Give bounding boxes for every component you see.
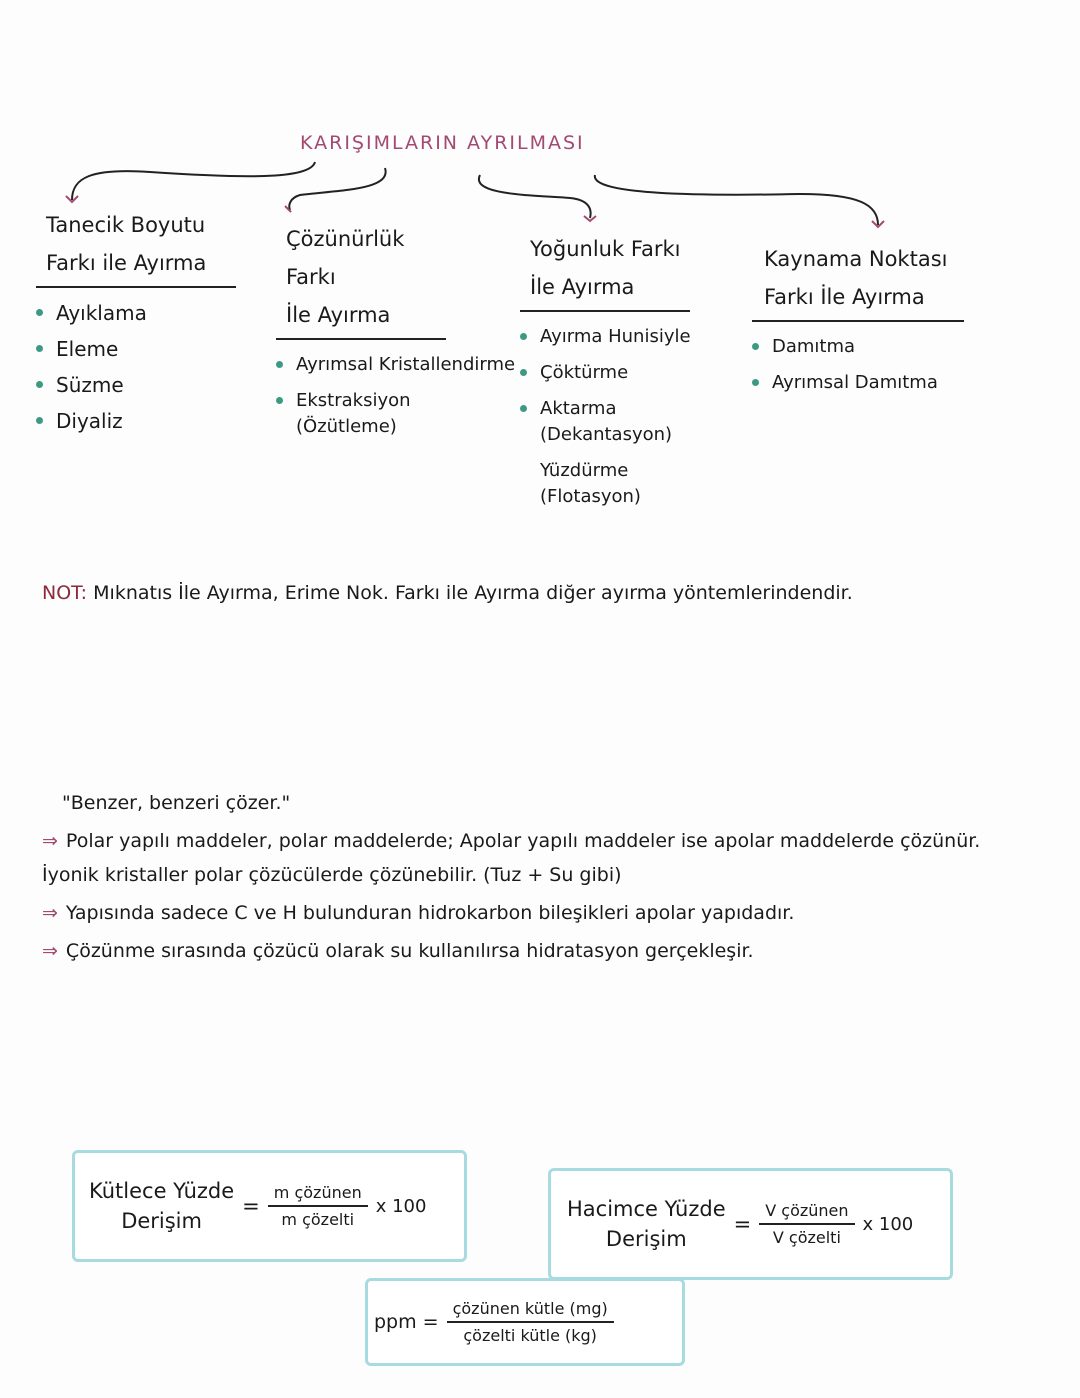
column-heading: Farkı ile Ayırma [46,251,207,275]
arrow-icon: ⇒ [42,830,58,852]
rule-text: Polar yapılı maddeler, polar maddelerde; Apolar yapılı maddeler ise apolar maddelerde çözünür. İyonik kristaller polar çözücülerde çözünebilir. (Tuz + Su gibi) [42,830,981,886]
bullet-icon [752,379,759,386]
bullet-icon [520,333,527,340]
note [42,582,853,604]
list-item [520,324,691,350]
rule-quote: "Benzer, benzeri çözer." [62,792,291,814]
note-text: Mıknatıs İle Ayırma, Erime Nok. Farkı ile Ayırma diğer ayırma yöntemlerindendir. [93,582,853,604]
bullet-icon [276,361,283,368]
numerator: çözünen kütle (mg) [447,1299,614,1323]
list-item [36,408,236,434]
bullet-icon [520,369,527,376]
rule-item [42,824,1002,892]
item-text: Diyaliz [56,409,123,433]
list-item [276,388,516,440]
formula-label: ppm = [374,1311,439,1333]
item-text: Çöktürme [540,362,629,383]
bullet-icon [36,345,43,352]
multiplier: x 100 [375,1195,427,1217]
column-heading: Yoğunluk Farkı [530,237,681,261]
solubility-rules [42,786,1002,972]
column-heading: Kaynama Noktası [764,247,948,271]
volume-percent-formula [548,1168,953,1280]
rule-item [42,934,1002,968]
numerator: m çözünen [268,1183,368,1207]
item-text: Süzme [56,373,124,397]
arrow-icon: ⇒ [42,940,58,962]
numerator: V çözünen [759,1201,854,1225]
mass-percent-formula [72,1150,467,1262]
list-item [752,370,964,396]
item-subtext: (Dekantasyon) [540,424,673,445]
list-item [520,396,691,448]
item-text: Ekstraksiyon (Özütleme) [296,390,411,437]
column-heading: İle Ayırma [530,275,635,299]
bullet-icon [752,343,759,350]
item-text: Ayıklama [56,301,147,325]
list-item [276,352,516,378]
list-item [36,336,236,362]
list-item [520,458,691,510]
column-density [520,230,691,520]
arrow-icon: ⇒ [42,902,58,924]
item-text: Damıtma [772,336,856,357]
formula-label: Hacimce Yüzde [567,1197,726,1221]
item-text: Ayrımsal Damıtma [772,372,938,393]
multiplier: x 100 [862,1213,914,1235]
formula-label: Derişim [121,1209,202,1233]
item-text: Eleme [56,337,119,361]
bullet-icon [36,309,43,316]
item-text: Yüzdürme [540,460,629,481]
item-text: Ayırma Hunisiyle [540,326,691,347]
column-heading: İle Ayırma [286,303,391,327]
branch-arrows [0,0,1080,240]
list-item [36,300,236,326]
rule-text: Yapısında sadece C ve H bulunduran hidrokarbon bileşikleri apolar yapıdadır. [65,902,795,924]
bullet-icon [36,417,43,424]
ppm-formula [365,1278,685,1366]
page-title: KARIŞIMLARIN AYRILMASI [300,132,585,154]
item-subtext: (Flotasyon) [540,486,641,507]
bullet-icon [36,381,43,388]
formula-label: Derişim [605,1227,687,1251]
column-particle-size [36,206,236,444]
column-boiling-point [752,240,964,406]
bullet-icon [276,397,283,404]
denominator: çözelti kütle (kg) [463,1326,597,1345]
equals-sign: = [733,1212,752,1236]
column-heading: Çözünürlük Farkı [286,227,405,289]
denominator: m çözelti [281,1210,355,1229]
column-solubility [276,220,516,450]
list-item [36,372,236,398]
equals-sign: = [242,1194,260,1218]
rule-item [42,896,1002,930]
column-heading: Tanecik Boyutu [46,213,206,237]
denominator: V çözelti [772,1228,841,1247]
column-heading: Farkı İle Ayırma [764,285,925,309]
bullet-icon [520,405,527,412]
item-text: Aktarma [540,398,617,419]
item-text: Ayrımsal Kristallendirme [296,354,516,375]
note-label: NOT: [42,582,88,604]
list-item [520,360,691,386]
list-item [752,334,964,360]
formula-label: Kütlece Yüzde [89,1179,235,1203]
rule-text: Çözünme sırasında çözücü olarak su kullanılırsa hidratasyon gerçekleşir. [65,940,754,962]
